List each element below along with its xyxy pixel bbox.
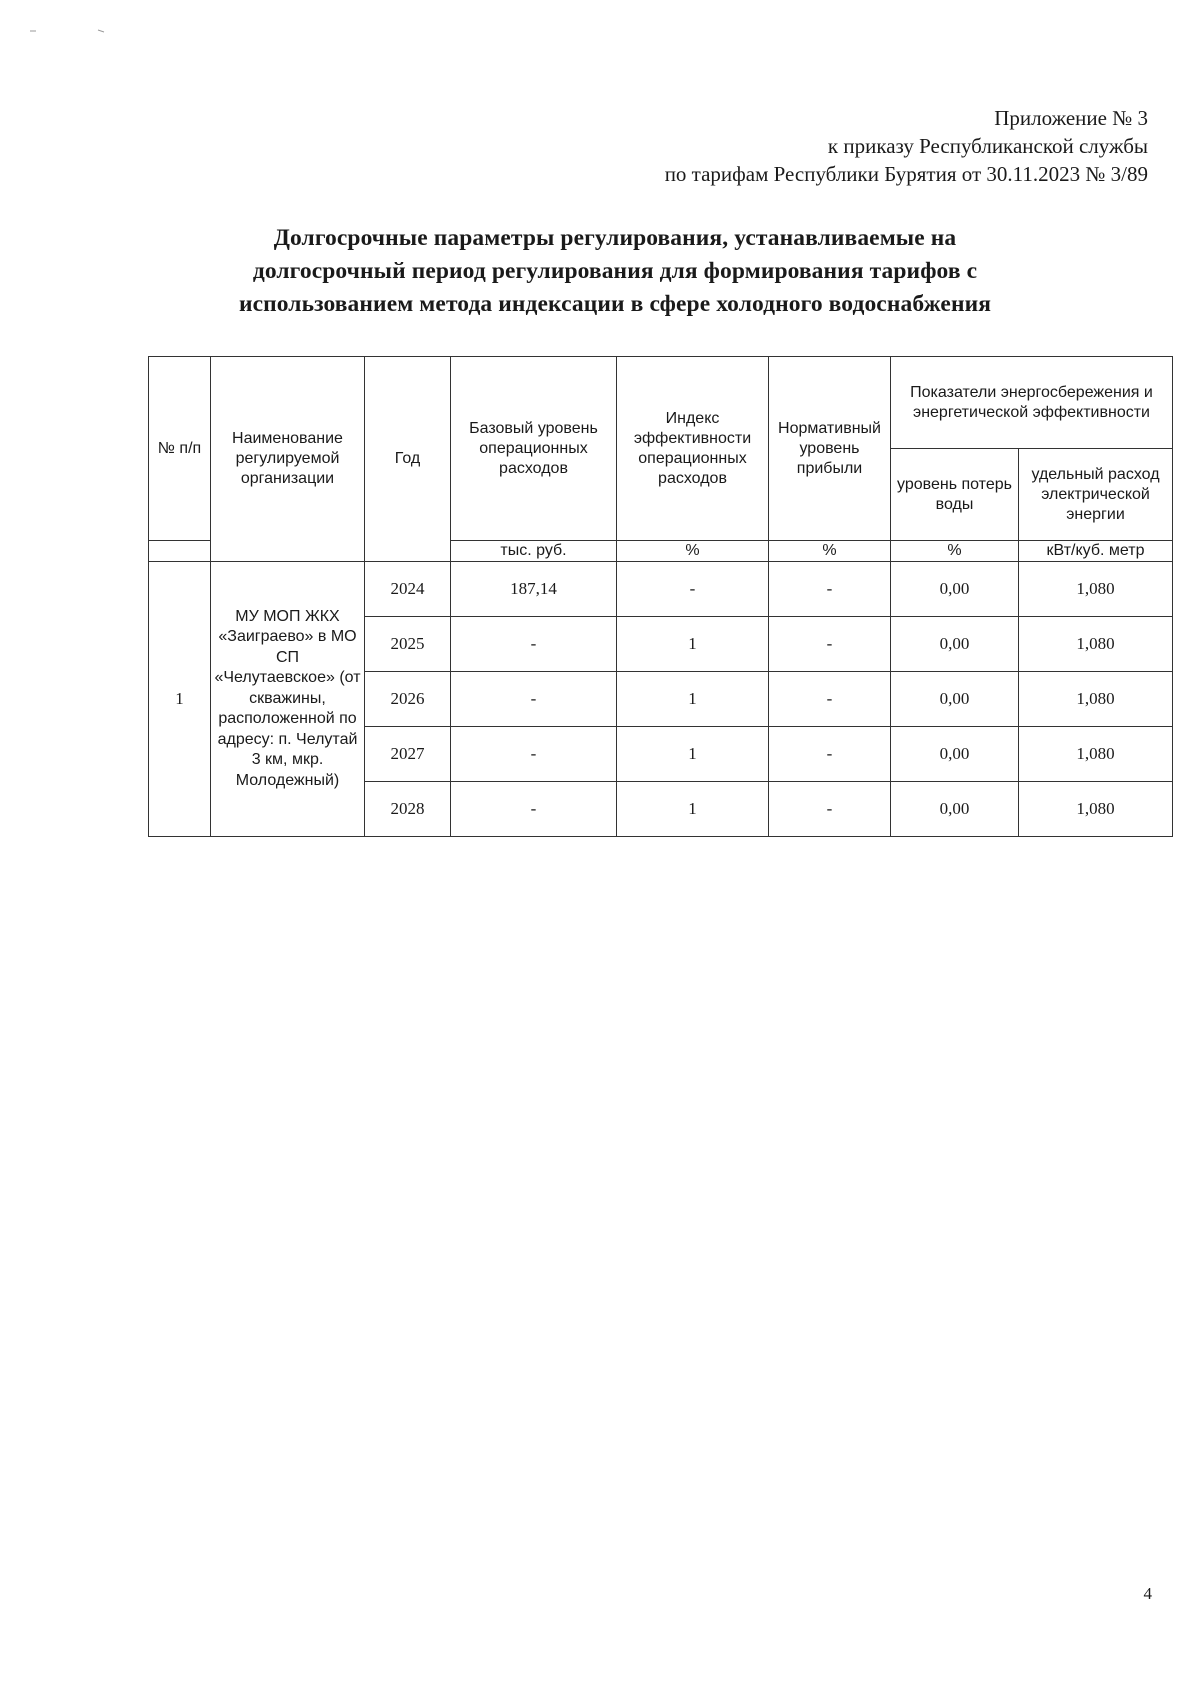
year-cell: 2024 <box>365 562 451 617</box>
efficiency-index-cell: 1 <box>617 672 769 727</box>
row-number: 1 <box>149 562 211 837</box>
header-profit-level: Нормативный уровень прибыли <box>769 357 891 541</box>
water-losses-cell: 0,00 <box>891 562 1019 617</box>
electricity-cell: 1,080 <box>1019 617 1173 672</box>
year-cell: 2028 <box>365 782 451 837</box>
appendix-header <box>665 104 1148 188</box>
table-row <box>149 562 1173 617</box>
title-line-2: долгосрочный период регулирования для формирования тарифов с <box>252 258 978 284</box>
base-expenses-cell: - <box>451 727 617 782</box>
year-cell: 2025 <box>365 617 451 672</box>
header-efficiency-index: Индекс эффективности операционных расходов <box>617 357 769 541</box>
base-expenses-cell: - <box>451 617 617 672</box>
water-losses-cell: 0,00 <box>891 617 1019 672</box>
base-expenses-cell: - <box>451 782 617 837</box>
document-title <box>150 222 1080 321</box>
profit-level-cell: - <box>769 562 891 617</box>
header-water-losses: уровень потерь воды <box>891 449 1019 541</box>
units-electricity: кВт/куб. метр <box>1019 541 1173 562</box>
water-losses-cell: 0,00 <box>891 672 1019 727</box>
parameters-table <box>148 356 1173 837</box>
electricity-cell: 1,080 <box>1019 562 1173 617</box>
units-efficiency-index: % <box>617 541 769 562</box>
water-losses-cell: 0,00 <box>891 727 1019 782</box>
profit-level-cell: - <box>769 782 891 837</box>
electricity-cell: 1,080 <box>1019 782 1173 837</box>
efficiency-index-cell: - <box>617 562 769 617</box>
profit-level-cell: - <box>769 617 891 672</box>
organization-name: МУ МОП ЖКХ «Заиграево» в МО СП «Челутаевское» (от скважины, расположенной по адресу: п. Челутай 3 км, мкр. Молодежный) <box>211 562 365 837</box>
appendix-number: Приложение № 3 <box>994 106 1148 130</box>
units-base-expenses: тыс. руб. <box>451 541 617 562</box>
base-expenses-cell: 187,14 <box>451 562 617 617</box>
units-water-losses: % <box>891 541 1019 562</box>
page-number: 4 <box>1143 1584 1152 1603</box>
year-cell: 2027 <box>365 727 451 782</box>
units-row-number-empty <box>149 541 211 562</box>
title-line-3: использованием метода индексации в сфере холодного водоснабжения <box>238 291 992 317</box>
base-expenses-cell: - <box>451 672 617 727</box>
header-organization: Наименование регулируемой организации <box>211 357 365 562</box>
efficiency-index-cell: 1 <box>617 727 769 782</box>
efficiency-index-cell: 1 <box>617 617 769 672</box>
electricity-cell: 1,080 <box>1019 672 1173 727</box>
appendix-order-ref: к приказу Республиканской службы <box>827 134 1148 158</box>
header-row-number: № п/п <box>149 357 211 541</box>
header-electricity-consumption: удельный расход электрической энергии <box>1019 449 1173 541</box>
header-year: Год <box>365 357 451 562</box>
appendix-order-date: по тарифам Республики Бурятия от 30.11.2023 № 3/89 <box>664 162 1148 186</box>
title-line-1: Долгосрочные параметры регулирования, устанавливаемые на <box>273 225 957 251</box>
header-base-expenses: Базовый уровень операционных расходов <box>451 357 617 541</box>
units-profit-level: % <box>769 541 891 562</box>
profit-level-cell: - <box>769 672 891 727</box>
profit-level-cell: - <box>769 727 891 782</box>
year-cell: 2026 <box>365 672 451 727</box>
efficiency-index-cell: 1 <box>617 782 769 837</box>
electricity-cell: 1,080 <box>1019 727 1173 782</box>
header-energy-group: Показатели энергосбережения и энергетической эффективности <box>891 357 1173 449</box>
water-losses-cell: 0,00 <box>891 782 1019 837</box>
scan-artifact-mark <box>30 28 110 34</box>
